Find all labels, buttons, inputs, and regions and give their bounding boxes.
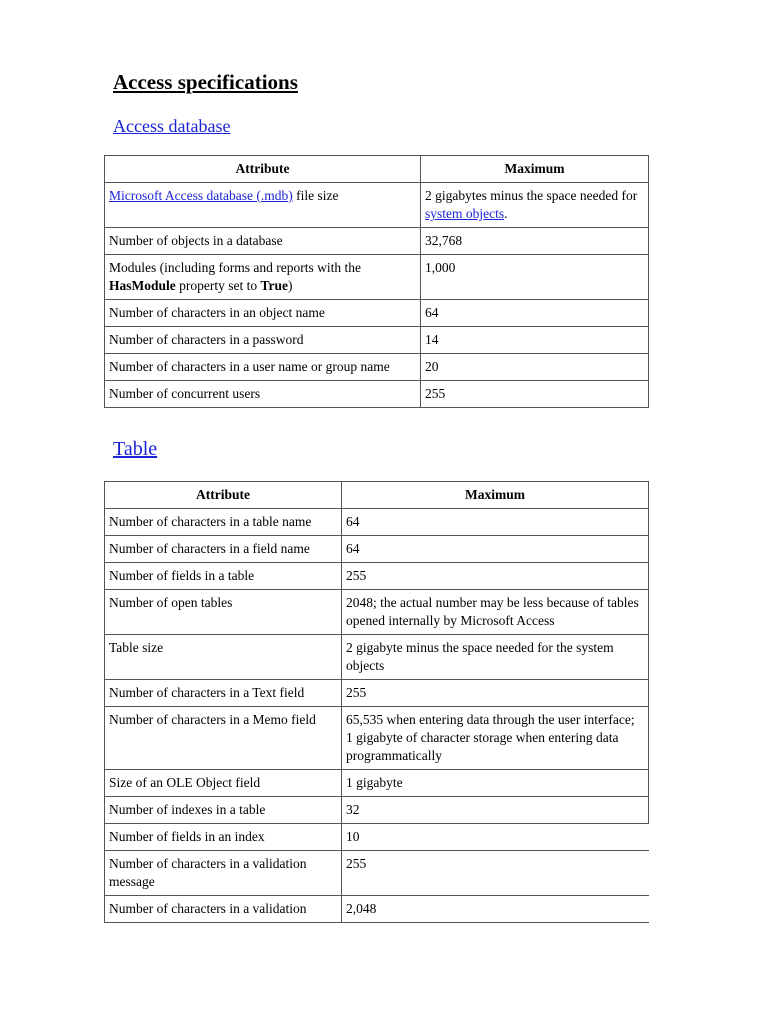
attribute-cell: Number of characters in a field name — [105, 536, 342, 563]
table-row — [105, 896, 649, 923]
hasmodule-keyword: HasModule — [109, 278, 176, 293]
system-objects-link[interactable]: system objects — [425, 206, 505, 221]
table-row — [105, 509, 649, 536]
maximum-cell — [342, 707, 649, 770]
maximum-cell: 1,000 — [421, 255, 649, 300]
mdb-file-link[interactable]: Microsoft Access database (.mdb) — [109, 188, 293, 203]
table-row — [105, 354, 649, 381]
table-row — [105, 680, 649, 707]
maximum-cell: 14 — [421, 327, 649, 354]
table-specs-table — [104, 481, 649, 923]
attribute-cell: Number of fields in a table — [105, 563, 342, 590]
maximum-text: 65,535 when entering data through the user interface; — [346, 712, 635, 727]
table-row — [105, 255, 649, 300]
maximum-cell: 64 — [342, 509, 649, 536]
maximum-cell: 255 — [342, 680, 649, 707]
table-row — [105, 327, 649, 354]
maximum-cell — [421, 183, 649, 228]
maximum-cell: 32 — [342, 797, 649, 824]
column-header-maximum: Maximum — [342, 482, 649, 509]
attribute-cell: Number of characters in a Memo field — [105, 707, 342, 770]
maximum-cell: 2 gigabyte minus the space needed for the system objects — [342, 635, 649, 680]
table-row — [105, 300, 649, 327]
maximum-cell: 2048; the actual number may be less because of tables opened internally by Microsoft Access — [342, 590, 649, 635]
attribute-cell: Number of characters in a user name or group name — [105, 354, 421, 381]
page-title: Access specifications — [113, 70, 298, 94]
maximum-text: 2 gigabytes minus the space needed for — [425, 188, 638, 203]
table-row — [105, 183, 649, 228]
column-header-attribute: Attribute — [105, 482, 342, 509]
column-header-maximum: Maximum — [421, 156, 649, 183]
attribute-cell: Number of characters in a validation — [105, 896, 342, 923]
true-keyword: True — [260, 278, 288, 293]
maximum-cell: 255 — [342, 851, 649, 896]
attribute-cell: Number of characters in a password — [105, 327, 421, 354]
maximum-cell: 2,048 — [342, 896, 649, 923]
attribute-cell: Number of characters in a validation message — [105, 851, 342, 896]
table-row — [105, 563, 649, 590]
maximum-cell: 255 — [421, 381, 649, 408]
maximum-cell: 255 — [342, 563, 649, 590]
attribute-cell — [105, 183, 421, 228]
attribute-cell: Number of concurrent users — [105, 381, 421, 408]
attribute-cell: Number of fields in an index — [105, 824, 342, 851]
table-row — [105, 381, 649, 408]
table-row — [105, 851, 649, 896]
attribute-cell: Number of characters in a table name — [105, 509, 342, 536]
maximum-cell: 64 — [421, 300, 649, 327]
access-database-heading-link[interactable]: Access database — [113, 116, 231, 136]
table-row — [105, 797, 649, 824]
maximum-cell: 64 — [342, 536, 649, 563]
maximum-cell: 32,768 — [421, 228, 649, 255]
attribute-cell — [105, 255, 421, 300]
table-row — [105, 536, 649, 563]
attribute-cell: Table size — [105, 635, 342, 680]
attribute-cell: Size of an OLE Object field — [105, 770, 342, 797]
attribute-text: file size — [292, 188, 339, 203]
attribute-text: property set to — [175, 278, 261, 293]
maximum-cell: 1 gigabyte — [342, 770, 649, 797]
table-header-row — [105, 156, 649, 183]
attribute-cell: Number of indexes in a table — [105, 797, 342, 824]
table-row — [105, 824, 649, 851]
attribute-cell: Number of characters in a Text field — [105, 680, 342, 707]
table-heading-link[interactable]: Table — [113, 438, 158, 460]
attribute-cell: Number of open tables — [105, 590, 342, 635]
attribute-text: Modules (including forms and reports with the — [109, 260, 361, 275]
table-row — [105, 228, 649, 255]
column-header-attribute: Attribute — [105, 156, 421, 183]
maximum-cell: 10 — [342, 824, 649, 851]
maximum-text-end: . — [504, 206, 508, 221]
maximum-text: 1 gigabyte of character storage when entering data programmatically — [346, 730, 619, 763]
attribute-cell: Number of characters in an object name — [105, 300, 421, 327]
table-row — [105, 590, 649, 635]
maximum-cell: 20 — [421, 354, 649, 381]
access-database-table — [104, 155, 649, 408]
table-row — [105, 770, 649, 797]
table-row — [105, 635, 649, 680]
table-header-row — [105, 482, 649, 509]
attribute-cell: Number of objects in a database — [105, 228, 421, 255]
attribute-text: ) — [288, 278, 293, 293]
table-row — [105, 707, 649, 770]
